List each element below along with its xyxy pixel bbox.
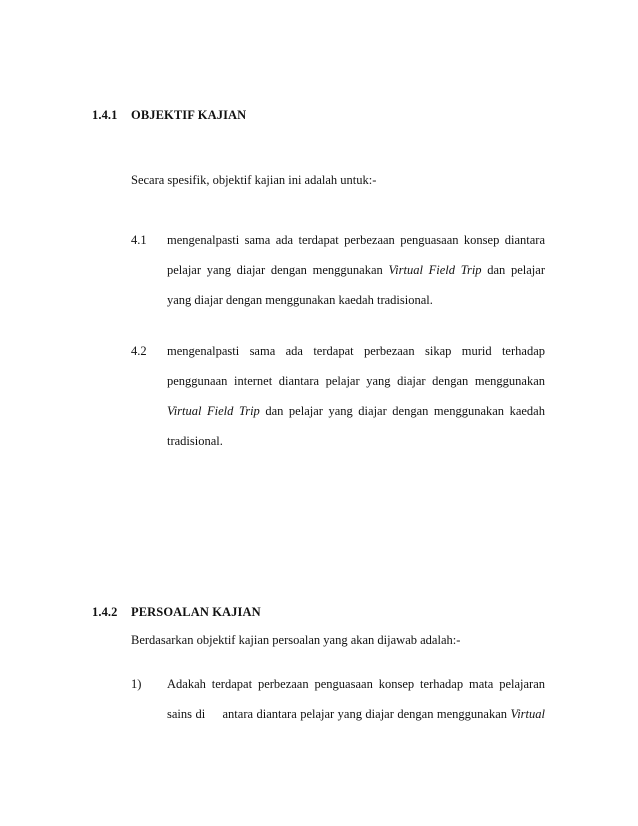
section-title: PERSOALAN KAJIAN [131, 605, 261, 619]
text-line: mengenalpasti sama ada terdapat perbezaan sikap murid terhadap [167, 344, 545, 358]
text-line: Adakah terdapat perbezaan penguasaan konsep terhadap mata pelajaran [167, 677, 545, 691]
section-title: OBJEKTIF KAJIAN [131, 108, 247, 122]
list-item-number: 1) [131, 677, 142, 691]
text-line: penggunaan internet diantara pelajar yang diajar dengan menggunakan [167, 374, 545, 388]
text-line: yang diajar dengan menggunakan kaedah tradisional. [167, 293, 433, 307]
list-item-text [167, 669, 545, 729]
section-number: 1.4.2 [92, 605, 118, 619]
section-heading-persoalan [92, 605, 261, 620]
section-heading-objektif [92, 108, 246, 123]
list-item-number: 4.1 [131, 233, 147, 247]
text-line: tradisional. [167, 434, 223, 448]
text-line: sains di antara diantara pelajar yang diajar dengan menggunakan Virtual [167, 707, 545, 721]
list-item-number: 4.2 [131, 344, 147, 358]
section-number: 1.4.1 [92, 108, 118, 122]
text-line: pelajar yang diajar dengan menggunakan Virtual Field Trip dan pelajar [167, 263, 545, 277]
text-line: Virtual Field Trip dan pelajar yang diajar dengan menggunakan kaedah [167, 404, 545, 418]
list-item-text [167, 225, 545, 315]
text-line: mengenalpasti sama ada terdapat perbezaan penguasaan konsep diantara [167, 233, 545, 247]
list-item-text [167, 336, 545, 456]
section-intro: Berdasarkan objektif kajian persoalan yang akan dijawab adalah:- [131, 633, 461, 647]
section-intro: Secara spesifik, objektif kajian ini adalah untuk:- [131, 173, 377, 187]
